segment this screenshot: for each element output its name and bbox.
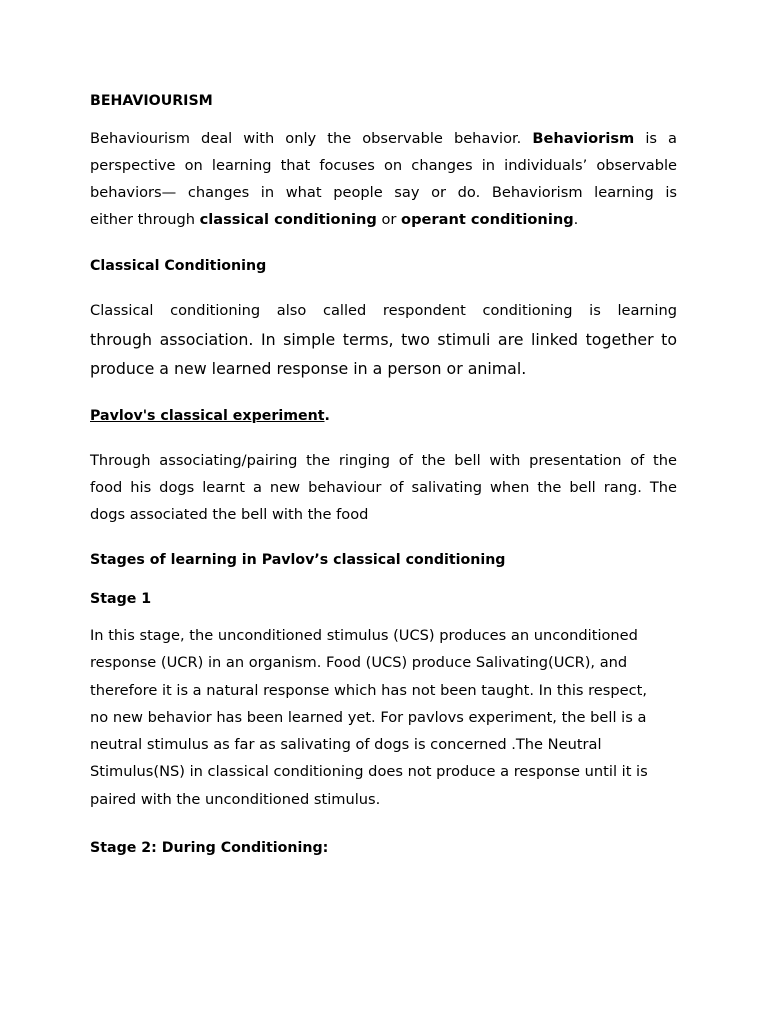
pavlov-line-1: Through associating/pairing the ringing of the bell with presentation of the — [90, 452, 677, 469]
stage1-line-4: no new behavior has been learned yet. For pavlovs experiment, the bell is a — [90, 708, 647, 726]
stage1-line-5: neutral stimulus as far as salivating of dogs is concerned .The Neutral — [90, 736, 602, 754]
term-behaviorism: Behaviorism — [532, 130, 635, 147]
stage1-line-1: In this stage, the unconditioned stimulus (UCS) produces an unconditioned — [90, 627, 638, 644]
heading-classical-conditioning: Classical Conditioning — [90, 258, 267, 274]
heading-behaviourism: BEHAVIOURISM — [90, 93, 213, 109]
heading-stage-1: Stage 1 — [90, 591, 152, 607]
classical-line-1: Classical conditioning also called respondent conditioning is learning — [90, 302, 677, 319]
term-classical-conditioning: classical conditioning — [199, 211, 377, 228]
stage1-line-6: Stimulus(NS) in classical conditioning does not produce a response until it is — [90, 763, 648, 781]
classical-paragraph — [90, 297, 677, 383]
intro-line-1: Behaviourism deal with only the observable behavior. Behaviorism is a — [90, 130, 677, 147]
stage1-paragraph — [90, 622, 677, 813]
classical-line-2: through association. In simple terms, two stimuli are linked together to — [90, 330, 677, 349]
pavlov-paragraph — [90, 447, 677, 528]
intro-line-4: either through classical conditioning or operant conditioning. — [90, 211, 579, 228]
classical-line-3: produce a new learned response in a person or animal. — [90, 359, 527, 378]
intro-paragraph — [90, 125, 677, 233]
stage1-line-2: response (UCR) in an organism. Food (UCS) produce Salivating(UCR), and — [90, 654, 628, 672]
pavlov-experiment-title: Pavlov's classical experiment — [90, 408, 325, 424]
intro-line-2: perspective on learning that focuses on changes in individuals’ observable — [90, 157, 677, 174]
term-operant-conditioning: operant conditioning — [401, 211, 574, 228]
heading-stages-of-learning: Stages of learning in Pavlov’s classical conditioning — [90, 552, 506, 568]
stage1-line-3: therefore it is a natural response which has not been taught. In this respect, — [90, 681, 647, 699]
intro-line-3: behaviors— changes in what people say or do. Behaviorism learning is — [90, 184, 677, 201]
pavlov-line-2: food his dogs learnt a new behaviour of salivating when the bell rang. The — [90, 479, 677, 496]
stage1-line-7: paired with the unconditioned stimulus. — [90, 790, 381, 808]
heading-pavlov-experiment: Pavlov's classical experiment. — [90, 408, 330, 424]
heading-stage-2: Stage 2: During Conditioning: — [90, 840, 329, 856]
pavlov-line-3: dogs associated the bell with the food — [90, 506, 369, 523]
